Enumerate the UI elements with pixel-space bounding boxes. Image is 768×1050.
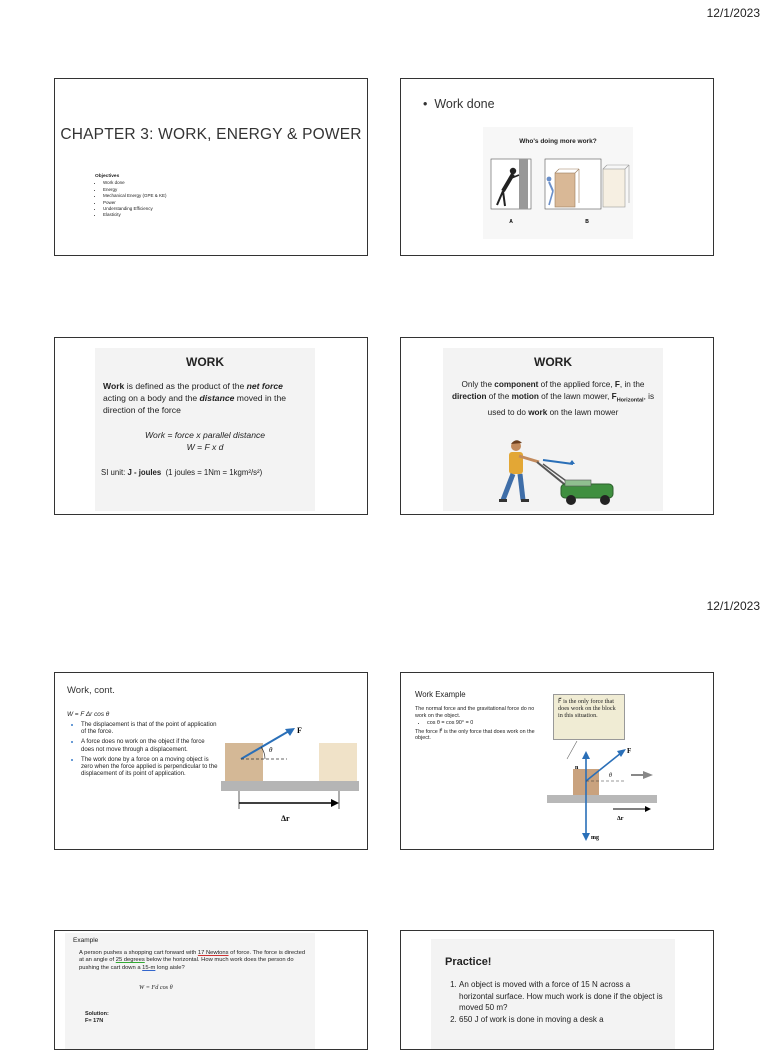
theta-label: θ [609, 773, 612, 779]
bullet-list [69, 721, 219, 780]
solution-block [85, 1011, 109, 1025]
list-item: • The displacement is that of the point of application of the force. [81, 721, 219, 735]
comparison-illustration [483, 127, 633, 239]
bullet-work-done: • Work done [423, 97, 495, 111]
slide-title: Work Example [415, 690, 466, 699]
body-text: The force F⃗ is the only force that does work on the object. [415, 728, 535, 741]
chapter-title: CHAPTER 3: WORK, ENERGY & POWER [60, 126, 362, 143]
list-item: 2. 650 J of work is done in moving a desk a [459, 1014, 667, 1026]
displacement-label: Δr⃗ [617, 816, 629, 822]
slide-work-done[interactable] [400, 78, 714, 256]
slide-title: Example [73, 937, 99, 944]
solution-label: Solution: [85, 1011, 109, 1017]
list-item: • cos θ = cos 90° = 0 [427, 720, 543, 727]
body-text: The normal force and the gravitational force do no work on the object. [415, 706, 535, 719]
normal-label: n⃗ [575, 765, 584, 771]
force-label: F⃗ [627, 747, 637, 755]
slide-date: 12/1/2023 [706, 6, 760, 20]
label-a: A [509, 219, 513, 225]
person-mowing-icon [499, 440, 539, 502]
floor-surface [547, 795, 657, 803]
force-label: F⃗ [297, 726, 309, 735]
applied-force-arrow [586, 753, 621, 781]
list-item: • A force does no work on the object if the force does not move through a displacement. [81, 738, 219, 752]
si-unit: SI unit: J - joules (1 joules = 1Nm = 1kgm²/s²) [101, 467, 263, 477]
objectives-block [95, 173, 167, 219]
slide-title: Practice! [445, 956, 492, 968]
definition-panel [95, 348, 315, 511]
floor-surface [221, 781, 359, 791]
objective-item: • Understanding Efficiency [103, 206, 167, 212]
lawnmower-icon [537, 460, 613, 505]
figure-question: Who's doing more work? [519, 138, 597, 145]
lawnmower-illustration [443, 422, 663, 512]
objective-item: • Power [103, 200, 167, 206]
list-item: • The work done by a force on a moving object is zero when the force applied is perpendicular to the displacement of its point of application. [81, 756, 219, 778]
callout-box: F⃗ is the only force that does work on the block in this situation. [553, 694, 625, 740]
weight-label: mg⃗ [591, 835, 604, 841]
person-pushing-box-icon [545, 159, 629, 209]
free-body-diagram [547, 741, 667, 850]
objective-item: • Mechanical Energy (GPE & KE) [103, 193, 167, 199]
slide-heading: WORK [186, 355, 224, 369]
slide-practice[interactable] [400, 930, 714, 1050]
slide-title: Work, cont. [67, 685, 115, 696]
slide-work-definition[interactable] [54, 337, 368, 515]
slide-work-lawnmower[interactable] [400, 337, 714, 515]
label-b: B [585, 219, 589, 225]
objectives-heading: Objectives [95, 174, 120, 179]
lawnmower-panel [443, 348, 663, 511]
objective-item: • Elasticity [103, 212, 167, 218]
practice-list [445, 979, 667, 1025]
component-text: Only the component of the applied force, F, in the direction of the motion of the lawn mower, $F_{Horizontal}$, is used to do work on the lawn mower [451, 380, 655, 417]
work-equation: W = Fd cos θ [139, 984, 173, 991]
displacement-label: Δr⃗ [281, 814, 296, 823]
block-end [319, 743, 357, 781]
formula-words: Work = force x parallel distance [144, 430, 266, 441]
slide-work-example[interactable] [400, 672, 714, 850]
list-item: 1. An object is moved with a force of 15 N across a horizontal surface. How much work is done if the object is moved 50 m? [459, 979, 667, 1014]
slide-example-cart[interactable] [54, 930, 368, 1050]
objective-item: • Work done [103, 180, 167, 186]
work-definition: Work is defined as the product of the net force acting on a body and the distance moved in the direction of the force [103, 381, 286, 415]
example-body [415, 706, 543, 742]
given-force: F= 17N [85, 1018, 104, 1024]
objective-item: • Energy [103, 187, 167, 193]
work-comparison-figure [483, 127, 633, 239]
practice-panel [431, 939, 675, 1050]
example-panel [65, 933, 315, 1050]
theta-label: θ [269, 746, 273, 754]
slide-chapter-title[interactable] [54, 78, 368, 256]
problem-text: A person pushes a shopping cart forward with 17 Newtons of force. The force is directed at an angle of 25 degrees below the horizontal. How much work does the person do pushing the cart down a 15-m long aisle? [79, 950, 306, 971]
force-displacement-diagram [221, 725, 361, 835]
slide-work-cont[interactable] [54, 672, 368, 850]
slide-heading: WORK [534, 355, 572, 369]
formula-symbols: W = F x d [186, 442, 224, 453]
work-equation: W = F Δr cos θ [67, 711, 110, 718]
slide-date: 12/1/2023 [706, 599, 760, 613]
